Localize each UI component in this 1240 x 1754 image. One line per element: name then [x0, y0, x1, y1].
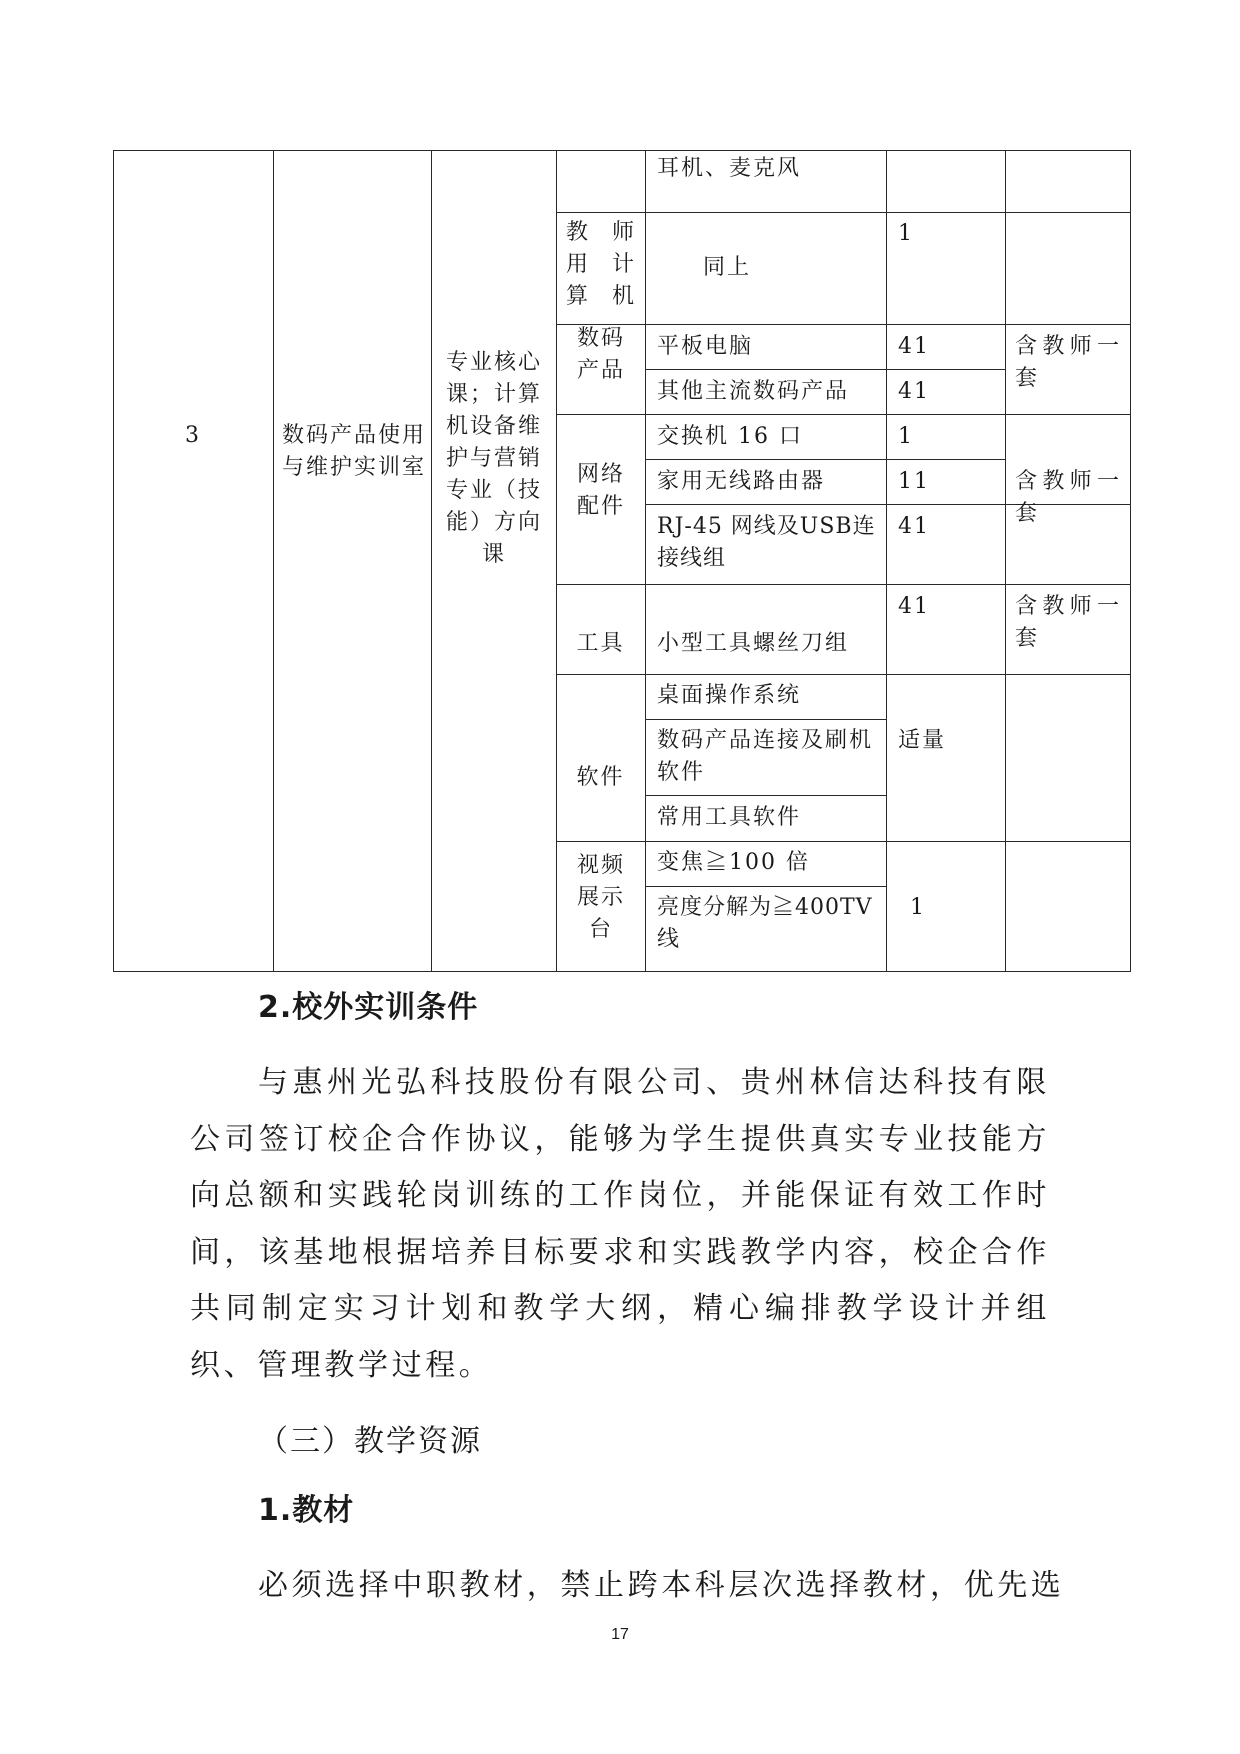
- item-router: 家用无线路由器: [657, 469, 826, 494]
- textbook-paragraph: 必须选择中职教材，禁止跨本科层次选择教材，优先选: [258, 1568, 1065, 1603]
- item-resolution: 亮度分解为≧400TV线: [657, 895, 873, 952]
- offcampus-training-paragraph: 与惠州光弘科技股份有限公司、贵州林信达科技有限公司签订校企合作协议，能够为学生提供真实专业技能方向总额和实践轮岗训练的工作岗位，并能保证有效工作时间，该基地根据培养目标要求和实践教学内容，校企合作共同制定实习计划和教学大纲，精心编排教学设计并组织、管理教学过程。: [190, 1065, 1050, 1383]
- note-tools: 含教师一套: [1015, 594, 1121, 651]
- page-number: 17: [611, 1626, 629, 1643]
- category-software: 软件: [576, 765, 625, 790]
- note-network: 含教师一套: [1015, 469, 1121, 526]
- course-name: 专业核心课；计算机设备维护与营销专业（技能）方向课: [445, 350, 542, 567]
- room-name: 数码产品使用与维护实训室: [281, 423, 426, 480]
- category-digital-products: 数码产品: [576, 326, 625, 383]
- qty-cables: 41: [898, 514, 930, 539]
- equipment-table: [113, 150, 1131, 972]
- item-screwdriver-set: 小型工具螺丝刀组: [657, 631, 850, 656]
- qty-other-digital: 41: [898, 379, 930, 404]
- row-number: 3: [185, 423, 201, 448]
- textbook-heading: 1.教材: [258, 1493, 355, 1528]
- teaching-resources-heading: （三）教学资源: [258, 1424, 482, 1459]
- item-same-as-above: 同上: [703, 255, 752, 280]
- category-teacher-pc: 教师用计算机: [566, 220, 636, 309]
- qty-switch: 1: [898, 424, 914, 449]
- note-digital-products: 含教师一套: [1015, 334, 1121, 391]
- item-flash-software: 数码产品连接及刷机软件: [657, 728, 874, 785]
- category-tools: 工具: [576, 631, 625, 656]
- item-other-digital: 其他主流数码产品: [657, 379, 850, 404]
- category-network: 网络配件: [576, 462, 625, 519]
- qty-software: 适量: [898, 728, 947, 753]
- item-cables: RJ-45 网线及USB连接线组: [657, 514, 876, 571]
- qty-video-presenter: 1: [910, 895, 926, 920]
- qty-tablet: 41: [898, 334, 930, 359]
- qty-teacher-pc: 1: [898, 221, 914, 246]
- item-switch: 交换机 16 口: [657, 424, 803, 449]
- qty-screwdriver-set: 41: [898, 594, 930, 619]
- category-video-presenter: 视频展示台: [576, 853, 625, 942]
- qty-router: 11: [898, 469, 930, 494]
- item-tool-software: 常用工具软件: [657, 805, 802, 830]
- offcampus-training-heading: 2.校外实训条件: [258, 990, 479, 1025]
- item-tablet: 平板电脑: [657, 334, 754, 359]
- item-desktop-os: 桌面操作系统: [657, 683, 802, 708]
- item-zoom: 变焦≧100 倍: [657, 850, 810, 875]
- item-headset: 耳机、麦克风: [657, 156, 802, 181]
